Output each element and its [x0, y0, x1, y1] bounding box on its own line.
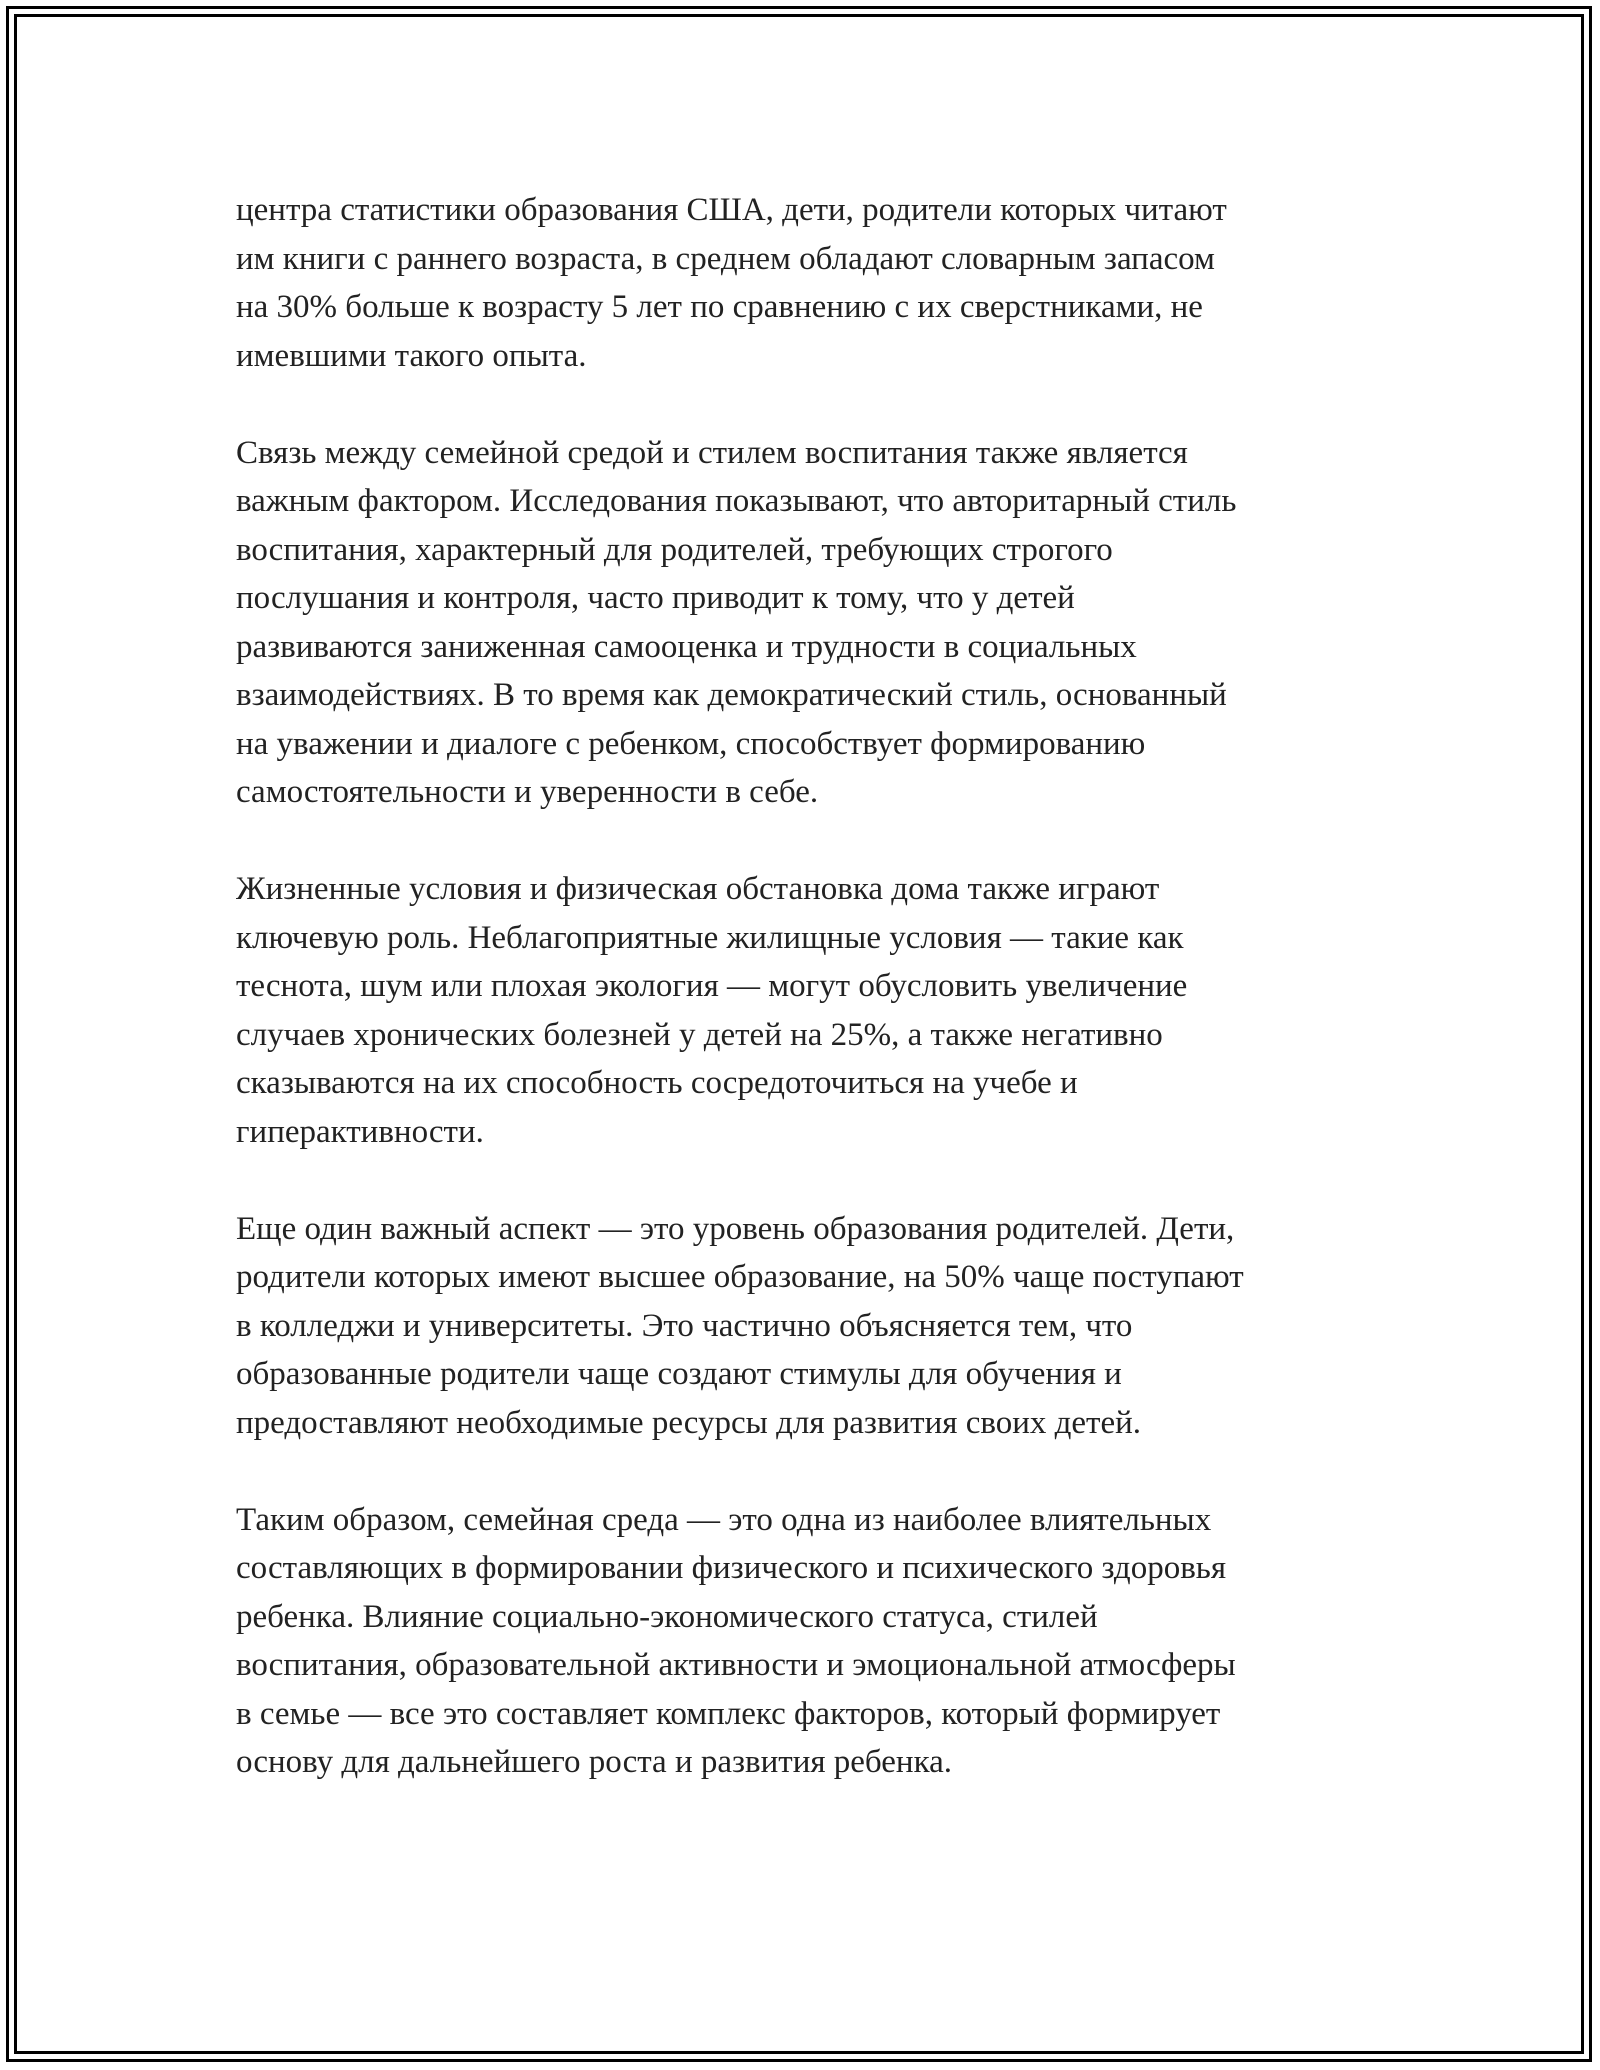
- paragraph-line: воспитания, образовательной активности и эмоциональной атмосферы: [236, 1647, 1236, 1683]
- document-body: [236, 186, 1364, 1835]
- paragraph-line: взаимодействиях. В то время как демократический стиль, основанный: [236, 677, 1227, 713]
- paragraph-line: образованные родители чаще создают стимулы для обучения и: [236, 1356, 1122, 1392]
- paragraph-line: воспитания, характерный для родителей, требующих строгого: [236, 531, 1113, 568]
- paragraph-5: [236, 1496, 1364, 1787]
- paragraph-line: имевшими такого опыта.: [236, 337, 587, 374]
- paragraph-line: ключевую роль. Неблагоприятные жилищные условия — такие как: [236, 919, 1184, 956]
- paragraph-line: гиперактивности.: [236, 1113, 484, 1150]
- paragraph-line: в семье — все это составляет комплекс факторов, который формирует: [236, 1695, 1221, 1732]
- paragraph-4: [236, 1205, 1364, 1448]
- paragraph-line: основу для дальнейшего роста и развития ребенка.: [236, 1744, 953, 1780]
- paragraph-line: важным фактором. Исследования показывают, что авторитарный стиль: [236, 483, 1237, 519]
- paragraph-line: сказываются на их способность сосредоточиться на учебе и: [236, 1065, 1078, 1101]
- paragraph-3: [236, 865, 1364, 1156]
- paragraph-line: послушания и контроля, часто приводит к тому, что у детей: [236, 580, 1075, 616]
- paragraph-line: на 30% больше к возрасту 5 лет по сравнению с их сверстниками, не: [236, 289, 1203, 325]
- paragraph-line: случаев хронических болезней у детей на 25%, а также негативно: [236, 1016, 1163, 1053]
- paragraph-line: на уважении и диалоге с ребенком, способствует формированию: [236, 725, 1146, 762]
- paragraph-2: [236, 429, 1364, 817]
- paragraph-line: ребенка. Влияние социально-экономического статуса, стилей: [236, 1598, 1098, 1635]
- paragraph-line: составляющих в формировании физического и психического здоровья: [236, 1550, 1227, 1586]
- paragraph-line: в колледжи и университеты. Это частично объясняется тем, что: [236, 1307, 1133, 1344]
- paragraph-line: Таким образом, семейная среда — это одна из наиболее влиятельных: [236, 1501, 1212, 1538]
- paragraph-line: развиваются заниженная самооценка и трудности в социальных: [236, 628, 1137, 665]
- paragraph-line: им книги с раннего возраста, в среднем обладают словарным запасом: [236, 240, 1215, 277]
- paragraph-line: родители которых имеют высшее образование, на 50% чаще поступают: [236, 1259, 1244, 1295]
- paragraph-line: Связь между семейной средой и стилем воспитания также является: [236, 434, 1188, 471]
- paragraph-line: Жизненные условия и физическая обстановка дома также играют: [236, 871, 1160, 907]
- paragraph-line: центра статистики образования США, дети, родители которых читают: [236, 192, 1227, 228]
- paragraph-line: самостоятельности и уверенности в себе.: [236, 774, 819, 810]
- paragraph-line: теснота, шум или плохая экология — могут обусловить увеличение: [236, 968, 1188, 1004]
- paragraph-line: предоставляют необходимые ресурсы для развития своих детей.: [236, 1404, 1142, 1441]
- paragraph-1: [236, 186, 1364, 380]
- paragraph-line: Еще один важный аспект — это уровень образования родителей. Дети,: [236, 1210, 1235, 1247]
